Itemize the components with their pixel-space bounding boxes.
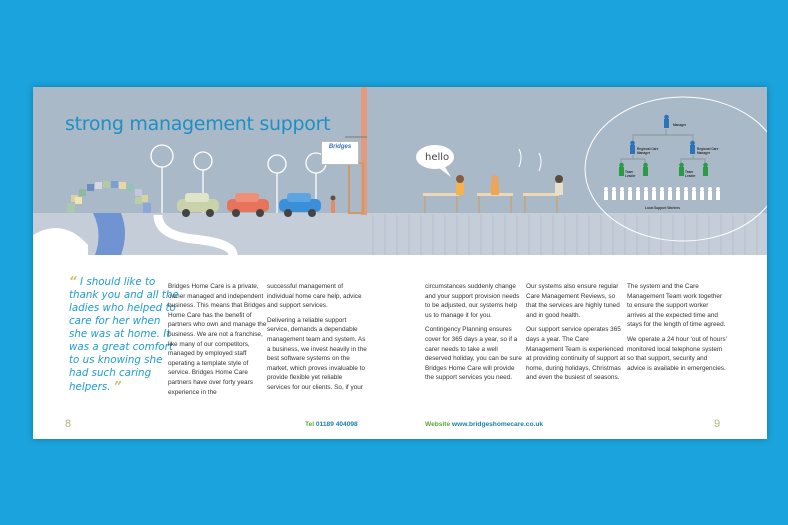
page-title: strong management support <box>65 113 331 135</box>
shop-sign: Bridges <box>321 141 359 165</box>
quote-text: I should like to thank you and all the ladies who helped to care for her when she was at home. It was a great comfort to us knowing she had such caring helpers. <box>69 276 179 393</box>
col2-para-1: successful management of individual home care help, advice and support services. <box>267 283 362 310</box>
org-team-leader-label-left: Team Leader <box>625 170 636 178</box>
footer-telephone <box>305 421 358 428</box>
org-manager-label: Manager <box>673 123 687 127</box>
org-support-label: Local Support Workers <box>645 206 681 210</box>
tel-number: 01189 404098 <box>315 421 358 428</box>
org-regional-label-left: Regional Care Manager <box>637 147 659 155</box>
col3-para-1: circumstances suddenly change and your support provision needs to be adjusted, our systems help us to manage it for you. <box>425 283 520 319</box>
quote-open-mark: “ <box>69 274 77 288</box>
text-column-1 <box>168 282 268 402</box>
web-url[interactable]: www.bridgeshomecare.co.uk <box>452 421 544 428</box>
text-column-2 <box>267 282 367 398</box>
illustration-banner <box>33 87 767 255</box>
col4-para-1: Our systems also ensure regular Care Management Reviews, so that the services are highly tuned and in good health. <box>526 283 620 319</box>
speech-bubble-text: hello <box>425 152 450 163</box>
col4-para-2: Our support service operates 365 days a year. The Care Management Team is experienced at providing continuity of support at home, during holidays, Christmas and even the busiest of seasons. <box>526 326 626 382</box>
text-column-5 <box>627 282 727 378</box>
footer-website <box>425 421 543 428</box>
org-team-leader-label-right: Team Leader <box>685 170 696 178</box>
org-regional-label-right: Regional Care Manager <box>697 147 719 155</box>
col2-para-2: Delivering a reliable support service, demands a dependable management team and system. As a business, we invest heavily in the best software systems on the market, which proves invaluable to provide flexible yet reliable services for our clients. So, if your <box>267 316 367 391</box>
text-column-3 <box>425 282 525 388</box>
web-label: Website <box>425 421 451 428</box>
quote-close-mark: ” <box>113 379 122 393</box>
brochure-spread <box>33 87 767 439</box>
page-number-right: 9 <box>714 418 721 430</box>
col5-para-2: We operate a 24 hour ‘out of hours’ monitored local telephone system so that support, security and advice is available in emergencies. <box>627 335 727 372</box>
col1-para: Bridges Home Care is a private, owner managed and independent business. This means that Bridges Home Care has the benefit of partners who own and manage the business. We are not a franchise, like many of our competitors, managed by employed staff operating a template style of service. Bridges Home Care partners have over forty years experience in the <box>168 283 267 396</box>
testimonial-quote <box>69 275 179 394</box>
col3-para-2: Contingency Planning ensures cover for 365 days a year, so if a carer needs to take a well deserved holiday, you can be sure Bridges Home Care will provide the support services you need. <box>425 326 522 382</box>
text-column-4 <box>526 282 626 388</box>
page-number-left: 8 <box>65 418 72 430</box>
tel-label: Tel <box>305 421 315 428</box>
col5-para-1: The system and the Care Management Team work together to ensure the support worker arrives at the expected time and stays for the length of time agreed. <box>627 283 726 329</box>
